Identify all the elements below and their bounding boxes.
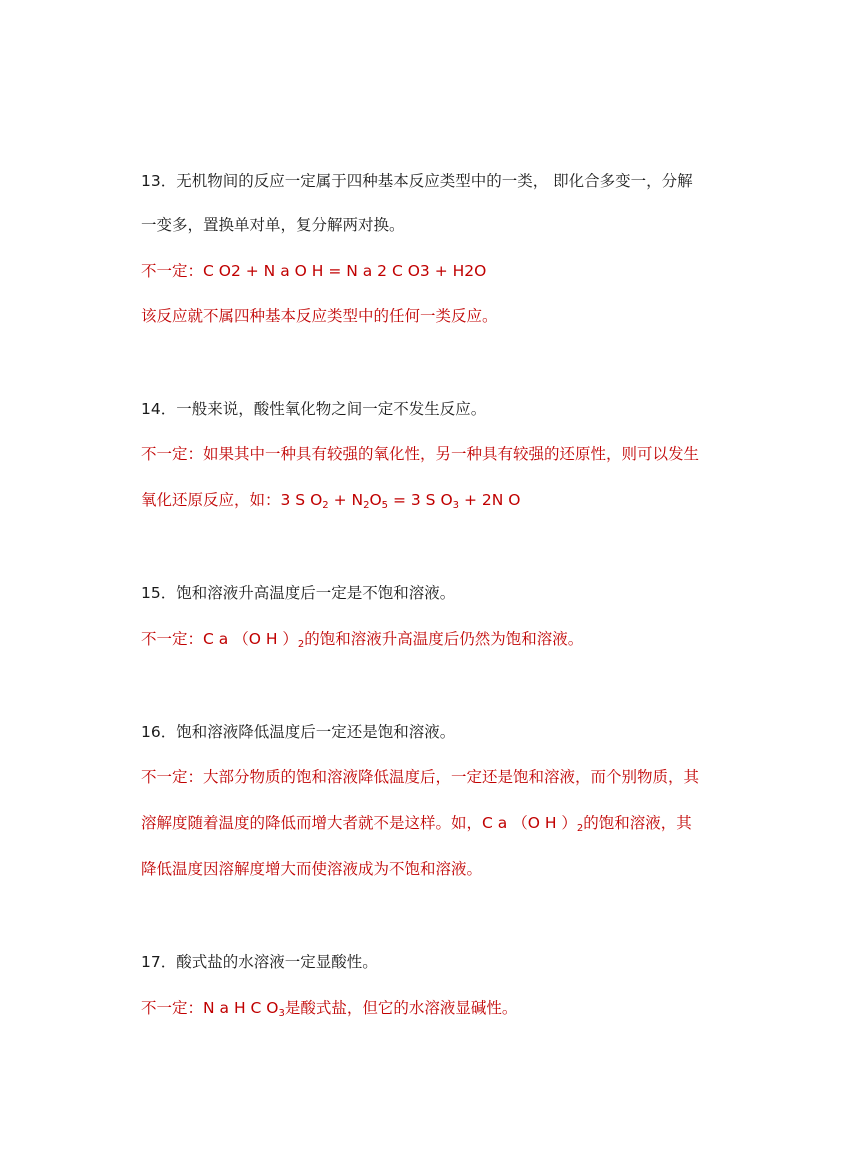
a16-line-2-suffix: 的饱和溶液，其 <box>583 814 692 832</box>
a17-formula-sub: 3 <box>278 1008 285 1019</box>
a14-line-2-prefix: 氧化还原反应，如： <box>141 491 281 509</box>
q16-line-1: 16．饱和溶液降低温度后一定还是饱和溶液。 <box>141 723 456 741</box>
q15-line-1: 15．饱和溶液升高温度后一定是不饱和溶液。 <box>141 584 456 602</box>
a13-line-1 <box>141 261 486 281</box>
a14-line-2 <box>141 490 520 510</box>
a15-rest: 的饱和溶液升高温度后仍然为饱和溶液。 <box>304 630 584 648</box>
a16-line-3: 降低温度因溶解度增大而使溶液成为不饱和溶液。 <box>141 860 483 878</box>
a17-label: 不一定： <box>141 999 204 1017</box>
a14-formula: 3 S $O_2 + N_2O_5 = 3$ S $O_3 + 2N$ O <box>280 491 521 511</box>
a17-line-1 <box>141 998 517 1018</box>
a17-rest: 是酸式盐，但它的水溶液显碱性。 <box>284 999 518 1017</box>
q13-line-1: 13．无机物间的反应一定属于四种基本反应类型中的一类， 即化合多变一，分解 <box>141 172 693 190</box>
q13-line-2: 一变多，置换单对单，复分解两对换。 <box>141 216 405 234</box>
a13-formula: C O2 + N a O H = N a 2 C O3 + H2O <box>203 262 487 280</box>
a14-line-1: 不一定：如果其中一种具有较强的氧化性，另一种具有较强的还原性，则可以发生 <box>141 445 700 463</box>
a15-formula-sub: 2 <box>297 639 305 650</box>
a15-label: 不一定： <box>141 630 204 648</box>
a16-line-2-prefix: 溶解度随着温度的降低而增大者就不是这样。如， <box>141 814 483 832</box>
a15-line-1 <box>141 629 583 649</box>
a16-line-2 <box>141 813 692 833</box>
a13-label: 不一定： <box>141 262 204 280</box>
a16-line-1: 不一定：大部分物质的饱和溶液降低温度后，一定还是饱和溶液，而个别物质，其 <box>141 768 700 786</box>
a16-formula: C a （O H ） <box>482 814 577 832</box>
a17-formula: N a H C O <box>203 999 279 1017</box>
a13-line-2: 该反应就不属四种基本反应类型中的任何一类反应。 <box>141 307 498 325</box>
q14-line-1: 14．一般来说，酸性氧化物之间一定不发生反应。 <box>141 400 487 418</box>
q17-line-1: 17．酸式盐的水溶液一定显酸性。 <box>141 953 378 971</box>
a16-formula-sub: 2 <box>576 823 584 834</box>
a15-formula: C a （O H ） <box>203 630 298 648</box>
